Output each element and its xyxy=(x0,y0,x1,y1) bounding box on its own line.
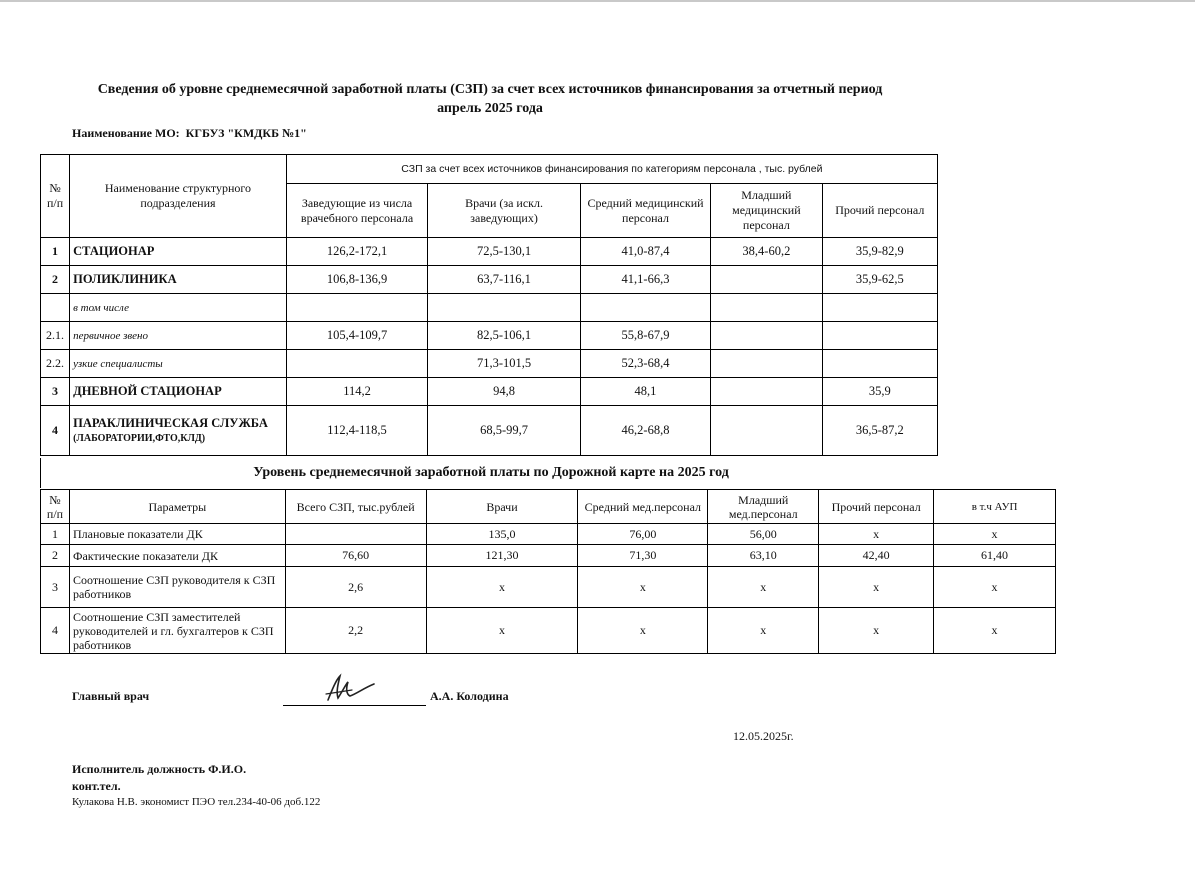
row-param: Фактические показатели ДК xyxy=(69,545,285,567)
row-name: СТАЦИОНАР xyxy=(70,238,287,266)
roadmap-table xyxy=(40,489,1056,654)
row-param: Плановые показатели ДК xyxy=(69,524,285,545)
table-row xyxy=(41,350,938,378)
row-num: 2.1. xyxy=(41,322,70,350)
col-header-num: № п/п xyxy=(41,490,70,524)
col-header-mid-staff: Средний мед.персонал xyxy=(578,490,708,524)
row-name-line-2: (ЛАБОРАТОРИИ,ФТО,КЛД) xyxy=(73,432,206,444)
table-row xyxy=(41,238,938,266)
cell-value: 76,60 xyxy=(285,545,426,567)
cell-value xyxy=(286,350,427,378)
group-header: СЗП за счет всех источников финансирования по категориям персонала , тыс. рублей xyxy=(286,155,937,184)
col-header-other-staff: Прочий персонал xyxy=(822,184,937,238)
mo-label: Наименование МО: xyxy=(72,126,180,140)
cell-value: 56,00 xyxy=(708,524,819,545)
signature-line xyxy=(283,705,426,706)
executor-label: Исполнитель должность Ф.И.О. xyxy=(72,762,247,776)
col-header-doctors: Врачи (за искл. заведующих) xyxy=(428,184,581,238)
row-num: 1 xyxy=(41,238,70,266)
cell-value: 61,40 xyxy=(934,545,1056,567)
mo-line xyxy=(72,126,307,141)
cell-value xyxy=(285,524,426,545)
cell-value: 94,8 xyxy=(428,378,581,406)
cell-value: 2,6 xyxy=(285,567,426,608)
cell-value: 42,40 xyxy=(819,545,934,567)
cell-value: 55,8-67,9 xyxy=(580,322,710,350)
row-name-line-1: ПАРАКЛИНИЧЕСКАЯ СЛУЖБА xyxy=(73,415,268,430)
cell-value xyxy=(711,294,822,322)
row-name: ПОЛИКЛИНИКА xyxy=(70,266,287,294)
table-row xyxy=(41,567,1056,608)
table-row xyxy=(41,608,1056,654)
row-num: 4 xyxy=(41,406,70,456)
row-param: Соотношение СЗП заместителей руководителей и гл. бухгалтеров к СЗП работников xyxy=(69,608,285,654)
cell-value: х xyxy=(578,608,708,654)
cell-value: 106,8-136,9 xyxy=(286,266,427,294)
title-line-2: апрель 2025 года xyxy=(437,101,543,116)
col-header-num: № п/п xyxy=(41,155,70,238)
cell-value xyxy=(580,294,710,322)
col-header-heads: Заведующие из числа врачебного персонала xyxy=(286,184,427,238)
row-name: ДНЕВНОЙ СТАЦИОНАР xyxy=(70,378,287,406)
scan-edge xyxy=(0,0,1195,2)
cell-value: 112,4-118,5 xyxy=(286,406,427,456)
cell-value: х xyxy=(819,608,934,654)
cell-value: 126,2-172,1 xyxy=(286,238,427,266)
row-name: в том числе xyxy=(70,294,287,322)
cell-value xyxy=(711,266,822,294)
table-row xyxy=(41,524,1056,545)
cell-value: 36,5-87,2 xyxy=(822,406,937,456)
salary-ranges-table xyxy=(40,154,938,456)
col-header-junior-staff: Младший мед.персонал xyxy=(708,490,819,524)
cell-value: 71,30 xyxy=(578,545,708,567)
col-header-name: Наименование структурного подразделения xyxy=(70,155,287,238)
cell-value: 72,5-130,1 xyxy=(428,238,581,266)
cell-value xyxy=(822,294,937,322)
cell-value: 135,0 xyxy=(426,524,578,545)
cell-value: 52,3-68,4 xyxy=(580,350,710,378)
cell-value: 71,3-101,5 xyxy=(428,350,581,378)
document-title xyxy=(40,80,940,118)
row-param: Соотношение СЗП руководителя к СЗП работников xyxy=(69,567,285,608)
col-header-total: Всего СЗП, тыс.рублей xyxy=(285,490,426,524)
cell-value: 2,2 xyxy=(285,608,426,654)
cell-value: х xyxy=(819,524,934,545)
cell-value: 46,2-68,8 xyxy=(580,406,710,456)
row-name: первичное звено xyxy=(70,322,287,350)
cell-value xyxy=(711,378,822,406)
row-name xyxy=(70,406,287,456)
table-row xyxy=(41,294,938,322)
cell-value: 35,9 xyxy=(822,378,937,406)
cell-value xyxy=(428,294,581,322)
cell-value: х xyxy=(934,567,1056,608)
col-header-junior-staff: Младший медицинский персонал xyxy=(711,184,822,238)
signer-name: А.А. Колодина xyxy=(430,689,509,703)
cell-value xyxy=(711,322,822,350)
cell-value: 121,30 xyxy=(426,545,578,567)
cell-value xyxy=(711,406,822,456)
table-row xyxy=(41,545,1056,567)
col-header-aup: в т.ч АУП xyxy=(934,490,1056,524)
cell-value: х xyxy=(934,608,1056,654)
cell-value: 38,4-60,2 xyxy=(711,238,822,266)
cell-value: х xyxy=(426,608,578,654)
col-header-param: Параметры xyxy=(69,490,285,524)
cell-value: 41,1-66,3 xyxy=(580,266,710,294)
cell-value: х xyxy=(708,608,819,654)
cell-value xyxy=(822,350,937,378)
cell-value: 63,7-116,1 xyxy=(428,266,581,294)
col-header-mid-staff: Средний медицинский персонал xyxy=(580,184,710,238)
roadmap-title: Уровень среднемесячной заработной платы по Дорожной карте на 2025 год xyxy=(40,458,941,488)
row-num: 2.2. xyxy=(41,350,70,378)
cell-value: 82,5-106,1 xyxy=(428,322,581,350)
row-num: 3 xyxy=(41,567,70,608)
row-name: узкие специалисты xyxy=(70,350,287,378)
row-num: 3 xyxy=(41,378,70,406)
cell-value: х xyxy=(819,567,934,608)
cell-value: 35,9-62,5 xyxy=(822,266,937,294)
cell-value xyxy=(286,294,427,322)
cell-value xyxy=(711,350,822,378)
cell-value: х xyxy=(426,567,578,608)
col-header-other-staff: Прочий персонал xyxy=(819,490,934,524)
row-num: 2 xyxy=(41,545,70,567)
row-num: 2 xyxy=(41,266,70,294)
row-num: 4 xyxy=(41,608,70,654)
cell-value: х xyxy=(578,567,708,608)
cell-value: х xyxy=(934,524,1056,545)
document-date: 12.05.2025г. xyxy=(733,729,794,743)
table-row xyxy=(41,378,938,406)
cell-value: 68,5-99,7 xyxy=(428,406,581,456)
signer-role: Главный врач xyxy=(72,689,150,703)
cell-value: 41,0-87,4 xyxy=(580,238,710,266)
cell-value: 114,2 xyxy=(286,378,427,406)
executor-contact: Кулакова Н.В. экономист ПЭО тел.234-40-06 доб.122 xyxy=(72,796,321,808)
contact-label: конт.тел. xyxy=(72,779,121,793)
table-row xyxy=(41,406,938,456)
mo-name: КГБУЗ "КМДКБ №1" xyxy=(185,126,307,140)
cell-value: 63,10 xyxy=(708,545,819,567)
cell-value xyxy=(822,322,937,350)
col-header-doctors: Врачи xyxy=(426,490,578,524)
cell-value: х xyxy=(708,567,819,608)
table-row xyxy=(41,266,938,294)
cell-value: 105,4-109,7 xyxy=(286,322,427,350)
cell-value: 76,00 xyxy=(578,524,708,545)
title-line-1: Сведения об уровне среднемесячной заработной платы (СЗП) за счет всех источников финансирования за отчетный период xyxy=(97,82,883,97)
cell-value: 48,1 xyxy=(580,378,710,406)
signature-mark xyxy=(322,672,378,704)
table-row xyxy=(41,322,938,350)
row-num: 1 xyxy=(41,524,70,545)
row-num xyxy=(41,294,70,322)
cell-value: 35,9-82,9 xyxy=(822,238,937,266)
